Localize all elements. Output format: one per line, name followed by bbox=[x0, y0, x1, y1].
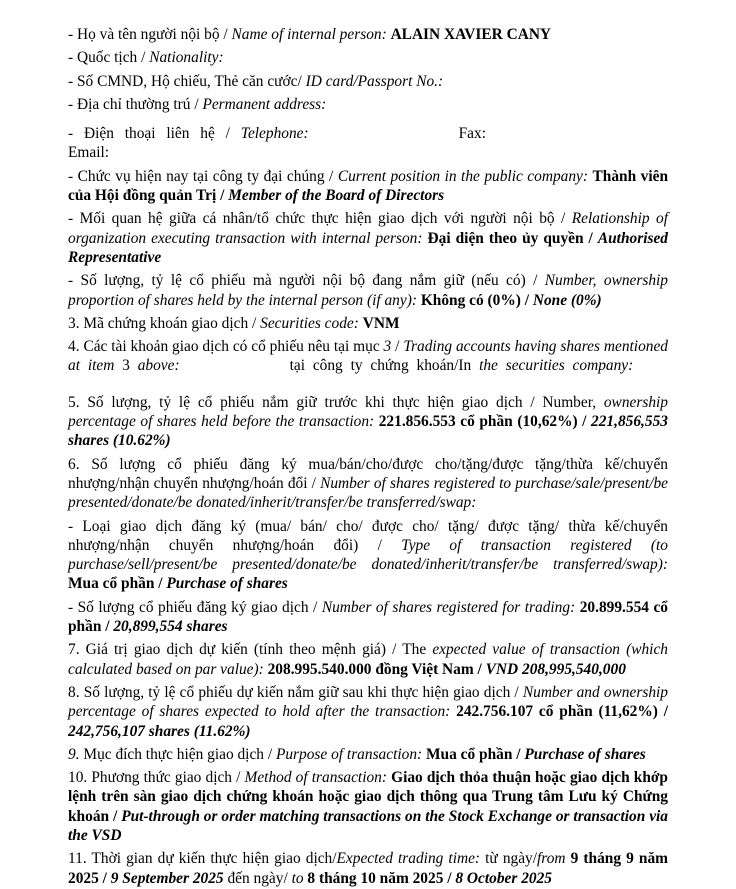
text-run: 7. Giá trị giao dịch dự kiến (tính theo mệnh giá) / The bbox=[68, 641, 433, 659]
text-run: 9 tháng 9 năm 2025 / bbox=[68, 850, 668, 887]
text-run: Mua cổ phần / bbox=[68, 575, 167, 593]
text-run: VNM bbox=[362, 314, 400, 332]
text-run: 8 October 2025 bbox=[455, 869, 552, 887]
text-run: Purchase of shares bbox=[166, 575, 288, 593]
text-run: 221.856.553 cổ phần (10,62%) / bbox=[378, 413, 592, 431]
text-run: Không có (0%) / bbox=[420, 291, 533, 309]
text-run: 8 tháng 10 năm 2025 / bbox=[307, 869, 456, 887]
shares-registered-line bbox=[68, 455, 668, 513]
text-run: Telephone: bbox=[240, 125, 309, 143]
shares-held-after-transaction-line bbox=[68, 683, 668, 741]
securities-code-line bbox=[68, 314, 668, 333]
text-run: 6. Số lượng cổ phiếu đăng ký mua/bán/cho/được cho/tặng/được tặng/thừa kế/chuyển nhượng/nhận chuyển nhượng/hoán đổi / bbox=[68, 455, 668, 492]
text-run: 11. Thời gian dự kiến thực hiện giao dịch/ bbox=[68, 850, 337, 868]
text-run: ALAIN XAVIER CANY bbox=[390, 26, 552, 43]
trading-accounts-line bbox=[68, 337, 668, 376]
text-run: Mục đích thực hiện giao dịch / bbox=[79, 745, 276, 763]
text-run: 9. bbox=[68, 745, 80, 763]
text-run: Number, ownership proportion of shares held by the internal person (if any): bbox=[68, 272, 669, 309]
text-run: đến ngày/ bbox=[227, 869, 292, 887]
id-card-line bbox=[68, 72, 668, 91]
text-run: tại công ty chứng khoán/In bbox=[289, 357, 480, 375]
text-run: 5. Số lượng, tỷ lệ cổ phiếu nắm giữ trước khi thực hiện giao dịch / Number, bbox=[68, 393, 604, 411]
text-run: VND 208,995,540,000 bbox=[485, 660, 626, 678]
text-run: to bbox=[291, 869, 308, 887]
text-run: 3. Mã chứng khoán giao dịch / bbox=[68, 314, 261, 332]
purpose-of-transaction-line bbox=[68, 745, 668, 764]
text-run: từ ngày/ bbox=[485, 850, 538, 868]
expected-value-line bbox=[68, 640, 668, 679]
text-run: 20,899,554 shares bbox=[113, 618, 228, 636]
text-run: 3 bbox=[122, 357, 138, 375]
text-run: Email: bbox=[68, 144, 110, 162]
transaction-type-line bbox=[68, 517, 668, 594]
text-run: Type of transaction registered (to purchase/sell/present/be presented/donate/be donated/inherit/transfer/be transferred/swap): bbox=[68, 536, 668, 574]
text-run: 20.899.554 cổ phần / bbox=[68, 598, 668, 636]
telephone-fax-email-line bbox=[68, 124, 668, 163]
text-run: Number and ownership percentage of shares expected to hold after the transaction: bbox=[68, 683, 668, 721]
text-run: Current position in the public company: bbox=[337, 167, 593, 185]
text-run: 10. Phương thức giao dịch / bbox=[68, 769, 245, 787]
text-run: - Loại giao dịch đăng ký (mua/ bán/ cho/ được cho/ tặng/ được tặng/ thừa kế/chuyển nhượng/nhận chuyển nhượng/hoán đổi) / bbox=[68, 517, 668, 554]
text-run: Purchase of shares bbox=[524, 745, 646, 763]
text-run: 208.995.540.000 đồng Việt Nam / bbox=[267, 660, 486, 678]
text-run: at item bbox=[68, 357, 123, 375]
text-run: Đại diện theo ủy quyền / bbox=[427, 229, 598, 247]
text-run: Number of shares registered to purchase/sale/present/be presented/donate/be donated/inherit/transfer/be transferred/swap: bbox=[68, 474, 668, 512]
blank-space bbox=[180, 369, 290, 370]
text-run: Member of the Board of Directors bbox=[228, 187, 445, 205]
text-run: from bbox=[537, 850, 571, 868]
text-run: Nationality: bbox=[149, 49, 224, 67]
text-run: 8. Số lượng, tỷ lệ cổ phiếu dự kiến nắm giữ sau khi thực hiện giao dịch / bbox=[68, 683, 523, 701]
text-run: Name of internal person: bbox=[231, 26, 391, 43]
text-run: the securities company: bbox=[479, 357, 634, 375]
blank-space bbox=[309, 137, 459, 138]
text-run: 242,756,107 shares (11.62%) bbox=[68, 722, 251, 740]
current-position-line bbox=[68, 167, 668, 206]
text-run: Put-through or order matching transactions on the Stock Exchange or transaction via the VSD bbox=[68, 807, 668, 844]
text-run: - Họ và tên người nội bộ / bbox=[68, 26, 232, 43]
text-run: Relationship of organization executing transaction with internal person: bbox=[68, 210, 668, 247]
text-run: - Quốc tịch / bbox=[68, 49, 150, 67]
text-run: Authorised Representative bbox=[68, 229, 668, 266]
text-run: 242.756.107 cổ phần (11,62%) / bbox=[456, 703, 668, 721]
text-run: Method of transaction: bbox=[244, 769, 392, 787]
permanent-address-line bbox=[68, 95, 668, 114]
text-run: None (0%) bbox=[532, 291, 602, 309]
text-run: - Địa chỉ thường trú / bbox=[68, 95, 203, 113]
relationship-line bbox=[68, 209, 668, 267]
text-run: - Mối quan hệ giữa cá nhân/tổ chức thực hiện giao dịch với người nội bộ / bbox=[68, 210, 572, 228]
text-run: Trading accounts having shares mentioned bbox=[403, 338, 668, 356]
shares-held-before-transaction-line bbox=[68, 393, 668, 451]
text-run: 3 bbox=[383, 338, 392, 356]
text-run: 4. Các tài khoản giao dịch có cổ phiếu nêu tại mục bbox=[68, 338, 384, 356]
text-run: ID card/Passport No.: bbox=[305, 72, 444, 90]
text-run: Mua cổ phần / bbox=[426, 745, 525, 763]
nationality-line bbox=[68, 48, 668, 67]
text-run: above: bbox=[137, 357, 180, 375]
shares-held-by-internal-person-line bbox=[68, 271, 668, 310]
text-run: - Số lượng, tỷ lệ cổ phiếu mà người nội bộ đang nắm giữ (nếu có) / bbox=[68, 272, 545, 290]
text-run: Securities code: bbox=[260, 314, 363, 332]
text-run: expected value of transaction (which calculated based on par value): bbox=[68, 641, 668, 678]
internal-person-name-line bbox=[68, 25, 668, 44]
text-run: Expected trading time: bbox=[336, 850, 486, 868]
text-run: 9 September 2025 bbox=[110, 869, 228, 887]
text-run: - Điện thoại liên hệ / bbox=[68, 125, 241, 143]
text-run: - Số lượng cổ phiếu đăng ký giao dịch / bbox=[68, 598, 322, 616]
text-run: / bbox=[391, 338, 404, 356]
text-run: Fax: bbox=[458, 125, 486, 143]
text-run: Giao dịch thỏa thuận hoặc giao dịch khớp lệnh trên sàn giao dịch chứng khoán hoặc giao dịch thông qua Trung tâm Lưu ký Chứng khoán / bbox=[68, 769, 668, 825]
text-run: ownership percentage of shares held before the transaction: bbox=[68, 393, 668, 431]
text-run: - Số CMND, Hộ chiếu, Thẻ căn cước/ bbox=[68, 72, 306, 90]
text-run: Permanent address: bbox=[202, 95, 327, 113]
text-run: 221,856,553 shares (10.62%) bbox=[68, 413, 668, 450]
text-run: Purpose of transaction: bbox=[275, 745, 427, 763]
shares-registered-for-trading-line bbox=[68, 598, 668, 637]
text-run: Thành viên của Hội đồng quản Trị / bbox=[68, 167, 668, 205]
document-body bbox=[68, 25, 668, 888]
text-run: Number of shares registered for trading: bbox=[321, 598, 580, 616]
method-of-transaction-line bbox=[68, 768, 668, 845]
text-run: - Chức vụ hiện nay tại công ty đại chúng / bbox=[68, 167, 338, 185]
expected-trading-time-line bbox=[68, 849, 668, 888]
